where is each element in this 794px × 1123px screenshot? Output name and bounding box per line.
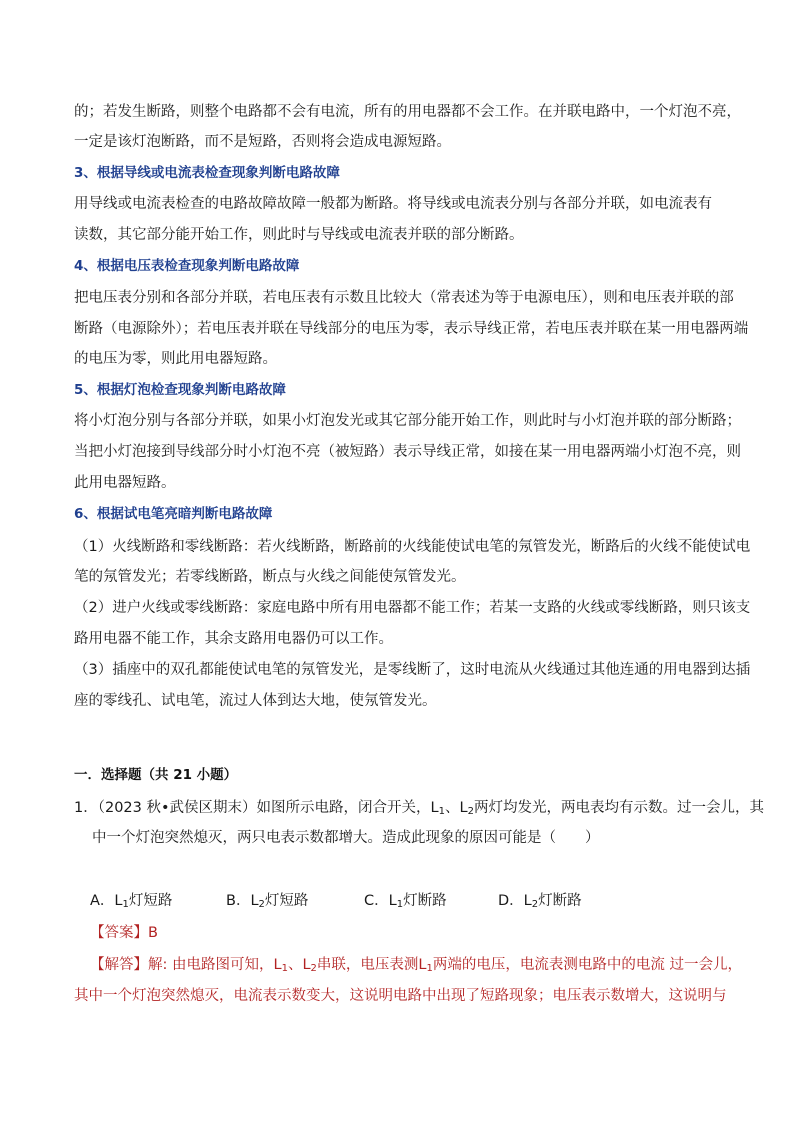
- option-b-post: 灯短路: [264, 893, 309, 909]
- analysis-sub-3: 1: [426, 963, 433, 974]
- option-b[interactable]: [226, 891, 308, 915]
- q1-sub-2: 2: [467, 806, 474, 817]
- heading-4: 4、根据电压表检查现象判断电路故障: [74, 258, 300, 274]
- option-c-pre: C．L: [364, 893, 397, 909]
- analysis-text-c: 串联，电压表测L: [316, 957, 427, 973]
- intro-line-2: 一定是该灯泡断路，而不是短路，否则将会造成电源短路。: [74, 134, 451, 150]
- option-a-sub: 1: [122, 899, 129, 910]
- option-a-post: 灯短路: [128, 893, 173, 909]
- analysis-line-1: [90, 955, 750, 979]
- question-1-line-2: 中一个灯泡突然熄灭，两只电表示数都增大。造成此现象的原因可能是（ ）: [92, 830, 600, 846]
- option-c-post: 灯断路: [403, 893, 447, 909]
- s6-p2-line-1: （2）进户火线或零线断路：家庭电路中所有用电器都不能工作；若某一支路的火线或零线断路，则只该支: [74, 600, 751, 616]
- option-d-pre: D．L: [498, 893, 532, 909]
- s5-line-3: 此用电器短路。: [74, 475, 176, 491]
- analysis-line-2: 其中一个灯泡突然熄灭，电流表示数变大，这说明电路中出现了短路现象；电压表示数增大，这说明与: [74, 988, 727, 1004]
- section-title: 一．选择题（共 21 小题）: [74, 767, 238, 783]
- analysis-text-d: 两端的电压，电流表测电路中的电流 过一会儿，: [432, 957, 742, 973]
- option-d[interactable]: [498, 891, 582, 915]
- s5-line-2: 当把小灯泡接到导线部分时小灯泡不亮（被短路）表示导线正常，如接在某一用电器两端小灯泡不亮，则: [74, 444, 741, 460]
- answer-value: B: [148, 925, 158, 941]
- option-c-sub: 1: [396, 899, 404, 910]
- s6-p1-line-2: 笔的氖管发光；若零线断路，断点与火线之间能使氖管发光。: [74, 569, 466, 585]
- intro-line-1: 的；若发生断路，则整个电路都不会有电流，所有的用电器都不会工作。在并联电路中，一个灯泡不亮，: [74, 104, 741, 120]
- question-1-line-1: [74, 798, 764, 822]
- s4-line-3: 的电压为零，则此用电器短路。: [74, 351, 277, 367]
- option-d-post: 灯断路: [538, 893, 582, 909]
- heading-3: 3、根据导线或电流表检查现象判断电路故障: [74, 165, 340, 181]
- s6-p3-line-2: 座的零线孔、试电笔，流过人体到达大地，使氖管发光。: [74, 693, 437, 709]
- analysis-text-b: 、L: [287, 957, 311, 973]
- analysis-sub-1: 1: [281, 963, 288, 974]
- analysis-text-a: 解: 由电路图可知，L: [148, 957, 282, 973]
- option-b-sub: 2: [258, 899, 265, 910]
- q1-mid: 、L: [445, 800, 468, 816]
- analysis-tag: 【解答】: [90, 957, 148, 973]
- option-a-pre: A．L: [90, 893, 123, 909]
- s3-line-1: 用导线或电流表检查的电路故障故障一般都为断路。将导线或电流表分别与各部分并联，如电流表有: [74, 196, 712, 212]
- option-d-sub: 2: [531, 899, 539, 910]
- s6-p2-line-2: 路用电器不能工作，其余支路用电器仍可以工作。: [74, 631, 393, 647]
- s4-line-1: 把电压表分别和各部分并联，若电压表有示数且比较大（常表述为等于电源电压），则和电压表并联的部: [74, 290, 734, 306]
- heading-5: 5、根据灯泡检查现象判断电路故障: [74, 382, 286, 398]
- s4-line-2: 断路（电源除外）；若电压表并联在导线部分的电压为零，表示导线正常，若电压表并联在某一用电器两端: [74, 321, 749, 337]
- analysis-sub-2: 2: [310, 963, 317, 974]
- option-c[interactable]: [364, 891, 447, 915]
- s5-line-1: 将小灯泡分别与各部分并联，如果小灯泡发光或其它部分能开始工作，则此时与小灯泡并联的部分断路；: [74, 413, 741, 429]
- q1-rest: 两灯均发光，两电表均有示数。过一会儿，其: [473, 800, 764, 816]
- s6-p1-line-1: （1）火线断路和零线断路：若火线断路，断路前的火线能使试电笔的氖管发光，断路后的火线不能使试电: [74, 539, 751, 555]
- option-a[interactable]: [90, 891, 172, 915]
- q1-sub-1: 1: [438, 806, 445, 817]
- q1-prefix: 1．（2023 秋•武侯区期末）如图所示电路，闭合开关，L: [74, 800, 439, 816]
- s3-line-2: 读数，其它部分能开始工作，则此时与导线或电流表并联的部分断路。: [74, 227, 524, 243]
- option-b-pre: B．L: [226, 893, 259, 909]
- answer-tag: 【答案】: [90, 925, 148, 941]
- answer-line: [90, 923, 750, 943]
- heading-6: 6、根据试电笔亮暗判断电路故障: [74, 506, 273, 522]
- s6-p3-line-1: （3）插座中的双孔都能使试电笔的氖管发光，是零线断了，这时电流从火线通过其他连通的用电器到达插: [74, 662, 751, 678]
